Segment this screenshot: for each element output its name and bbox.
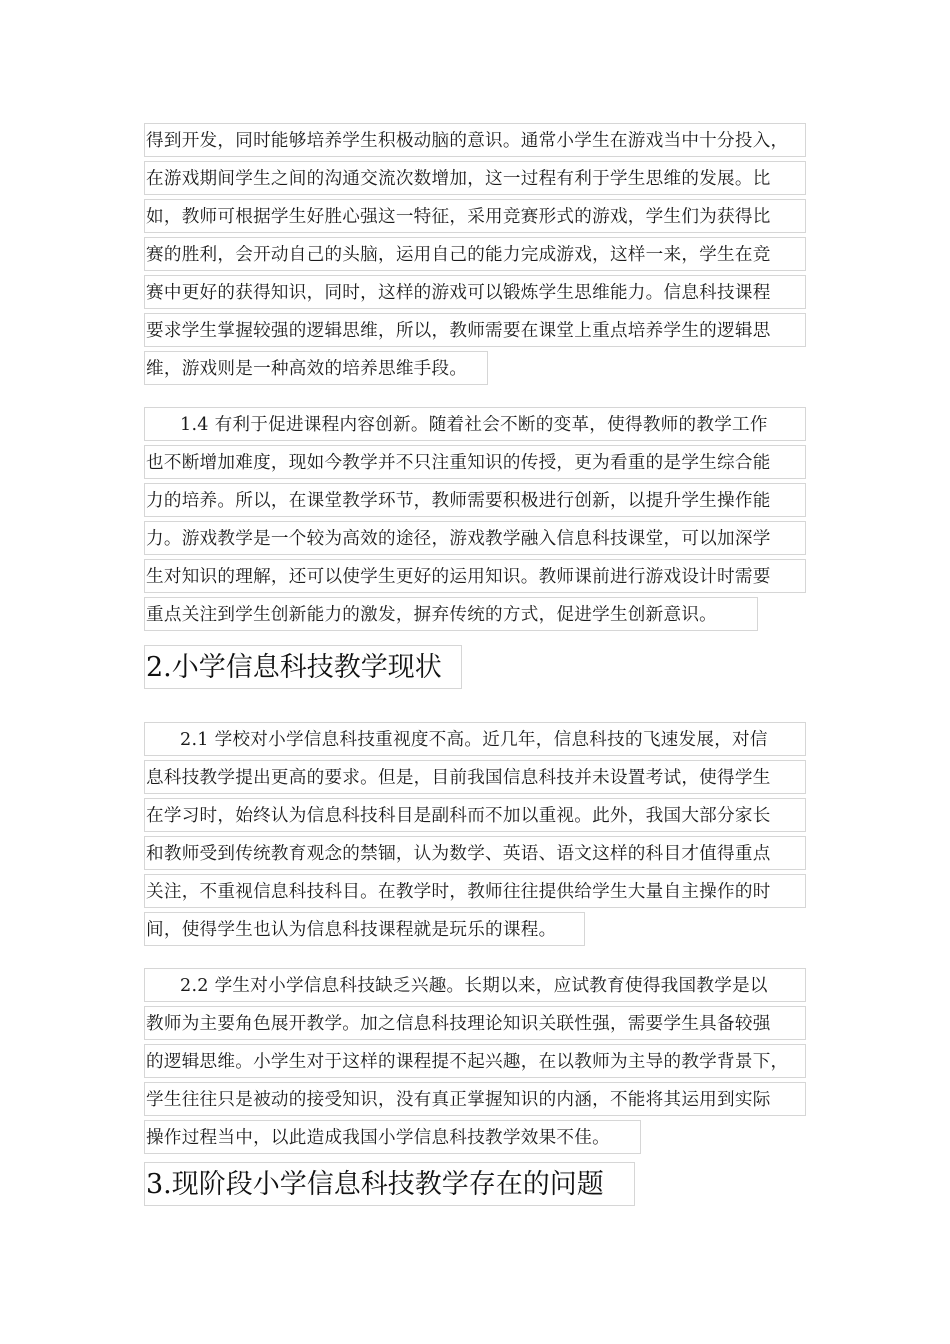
section-heading-2: 2.小学信息科技教学现状 (144, 645, 462, 689)
paragraph-4-line-1: 2.2 学生对小学信息科技缺乏兴趣。长期以来，应试教育使得我国教学是以 (144, 968, 806, 1002)
paragraph-2-line-6: 重点关注到学生创新能力的激发，摒弃传统的方式，促进学生创新意识。 (144, 597, 758, 631)
paragraph-2-line-5: 生对知识的理解，还可以使学生更好的运用知识。教师课前进行游戏设计时需要 (144, 559, 806, 593)
paragraph-2-line-1: 1.4 有利于促进课程内容创新。随着社会不断的变革，使得教师的教学工作 (144, 407, 806, 441)
paragraph-3-line-2: 息科技教学提出更高的要求。但是，目前我国信息科技并未设置考试，使得学生 (144, 760, 806, 794)
paragraph-1-line-1: 得到开发，同时能够培养学生积极动脑的意识。通常小学生在游戏当中十分投入， (144, 123, 806, 157)
paragraph-3-line-5: 关注，不重视信息科技科目。在教学时，教师往往提供给学生大量自主操作的时 (144, 874, 806, 908)
paragraph-2-line-4: 力。游戏教学是一个较为高效的途径，游戏教学融入信息科技课堂，可以加深学 (144, 521, 806, 555)
paragraph-1-line-5: 赛中更好的获得知识，同时，这样的游戏可以锻炼学生思维能力。信息科技课程 (144, 275, 806, 309)
paragraph-1-line-3: 如，教师可根据学生好胜心强这一特征，采用竞赛形式的游戏，学生们为获得比 (144, 199, 806, 233)
paragraph-3-line-3: 在学习时，始终认为信息科技科目是副科而不加以重视。此外，我国大部分家长 (144, 798, 806, 832)
paragraph-2-line-2: 也不断增加难度，现如今教学并不只注重知识的传授，更为看重的是学生综合能 (144, 445, 806, 479)
section-heading-3: 3.现阶段小学信息科技教学存在的问题 (144, 1162, 635, 1206)
paragraph-1-line-2: 在游戏期间学生之间的沟通交流次数增加，这一过程有利于学生思维的发展。比 (144, 161, 806, 195)
paragraph-2-line-3: 力的培养。所以，在课堂教学环节，教师需要积极进行创新，以提升学生操作能 (144, 483, 806, 517)
paragraph-4-line-4: 学生往往只是被动的接受知识，没有真正掌握知识的内涵，不能将其运用到实际 (144, 1082, 806, 1116)
paragraph-1-line-4: 赛的胜利，会开动自己的头脑，运用自己的能力完成游戏，这样一来，学生在竞 (144, 237, 806, 271)
paragraph-3-line-4: 和教师受到传统教育观念的禁锢，认为数学、英语、语文这样的科目才值得重点 (144, 836, 806, 870)
paragraph-4-line-5: 操作过程当中，以此造成我国小学信息科技教学效果不佳。 (144, 1120, 641, 1154)
paragraph-3-line-6: 间，使得学生也认为信息科技课程就是玩乐的课程。 (144, 912, 585, 946)
paragraph-4-line-2: 教师为主要角色展开教学。加之信息科技理论知识关联性强，需要学生具备较强 (144, 1006, 806, 1040)
paragraph-1-line-6: 要求学生掌握较强的逻辑思维，所以，教师需要在课堂上重点培养学生的逻辑思 (144, 313, 806, 347)
paragraph-3-line-1: 2.1 学校对小学信息科技重视度不高。近几年，信息科技的飞速发展，对信 (144, 722, 806, 756)
paragraph-1-line-7: 维，游戏则是一种高效的培养思维手段。 (144, 351, 488, 385)
paragraph-4-line-3: 的逻辑思维。小学生对于这样的课程提不起兴趣，在以教师为主导的教学背景下， (144, 1044, 806, 1078)
